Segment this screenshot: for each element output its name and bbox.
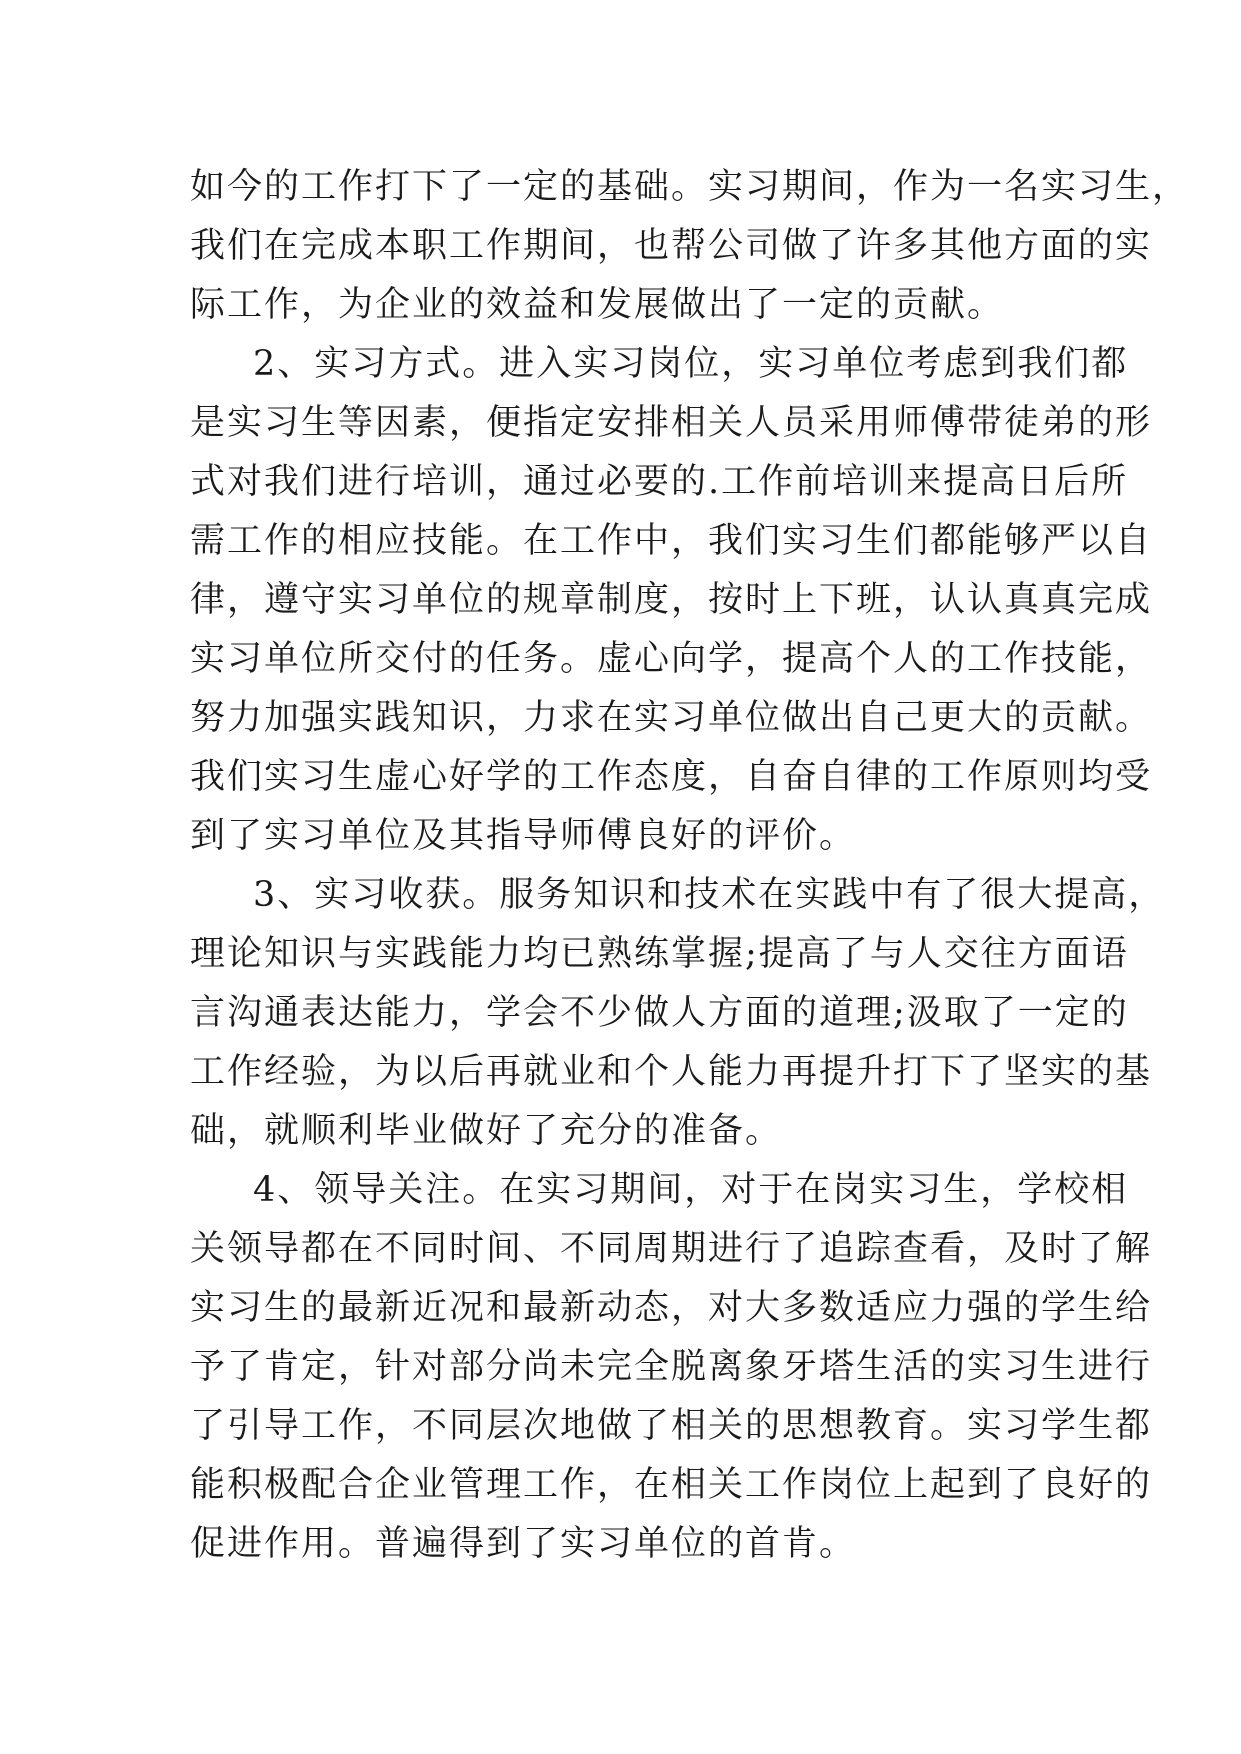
text-line: 础，就顺利毕业做好了充分的准备。 <box>190 1111 783 1151</box>
text-line: 需工作的相应技能。在工作中，我们实习生们都能够严以自 <box>190 521 1153 561</box>
text-line: 我们实习生虚心好学的工作态度，自奋自律的工作原则均受 <box>190 757 1153 797</box>
text-line: 3、实习收获。服务知识和技术在实践中有了很大提高， <box>253 875 1166 915</box>
text-line: 关领导都在不同时间、不同周期进行了追踪查看，及时了解 <box>190 1229 1153 1269</box>
document-body <box>190 158 1190 1574</box>
text-line: 予了肯定，针对部分尚未完全脱离象牙塔生活的实习生进行 <box>190 1347 1153 1387</box>
text-line: 2、实习方式。进入实习岗位，实习单位考虑到我们都 <box>253 344 1129 384</box>
text-line: 理论知识与实践能力均已熟练掌握;提高了与人交往方面语 <box>190 934 1129 974</box>
paragraph-3 <box>190 866 1166 1161</box>
text-line: 能积极配合企业管理工作，在相关工作岗位上起到了良好的 <box>190 1465 1153 1505</box>
text-line: 如今的工作打下了一定的基础。实习期间，作为一名实习生， <box>190 167 1190 207</box>
text-line: 努力加强实践知识，力求在实习单位做出自己更大的贡献。 <box>190 698 1153 738</box>
text-line: 律，遵守实习单位的规章制度，按时上下班，认认真真完成 <box>190 580 1153 620</box>
text-line: 际工作，为企业的效益和发展做出了一定的贡献。 <box>190 285 1005 325</box>
text-line: 是实习生等因素，便指定安排相关人员采用师傅带徒弟的形 <box>190 403 1153 443</box>
paragraph-4 <box>190 1161 1153 1574</box>
text-line: 我们在完成本职工作期间，也帮公司做了许多其他方面的实 <box>190 226 1153 266</box>
paragraph-1 <box>190 158 1190 335</box>
text-line: 式对我们进行培训，通过必要的.工作前培训来提高日后所 <box>190 462 1129 502</box>
text-line: 工作经验，为以后再就业和个人能力再提升打下了坚实的基 <box>190 1052 1153 1092</box>
text-line: 实习单位所交付的任务。虚心向学，提高个人的工作技能， <box>190 639 1153 679</box>
text-line: 促进作用。普遍得到了实习单位的首肯。 <box>190 1524 857 1564</box>
text-line: 言沟通表达能力，学会不少做人方面的道理;汲取了一定的 <box>190 993 1129 1033</box>
text-line: 到了实习单位及其指导师傅良好的评价。 <box>190 816 857 856</box>
text-line: 4、领导关注。在实习期间，对于在岗实习生，学校相 <box>253 1170 1129 1210</box>
text-line: 了引导工作，不同层次地做了相关的思想教育。实习学生都 <box>190 1406 1153 1446</box>
text-line: 实习生的最新近况和最新动态，对大多数适应力强的学生给 <box>190 1288 1153 1328</box>
paragraph-2 <box>190 335 1153 866</box>
